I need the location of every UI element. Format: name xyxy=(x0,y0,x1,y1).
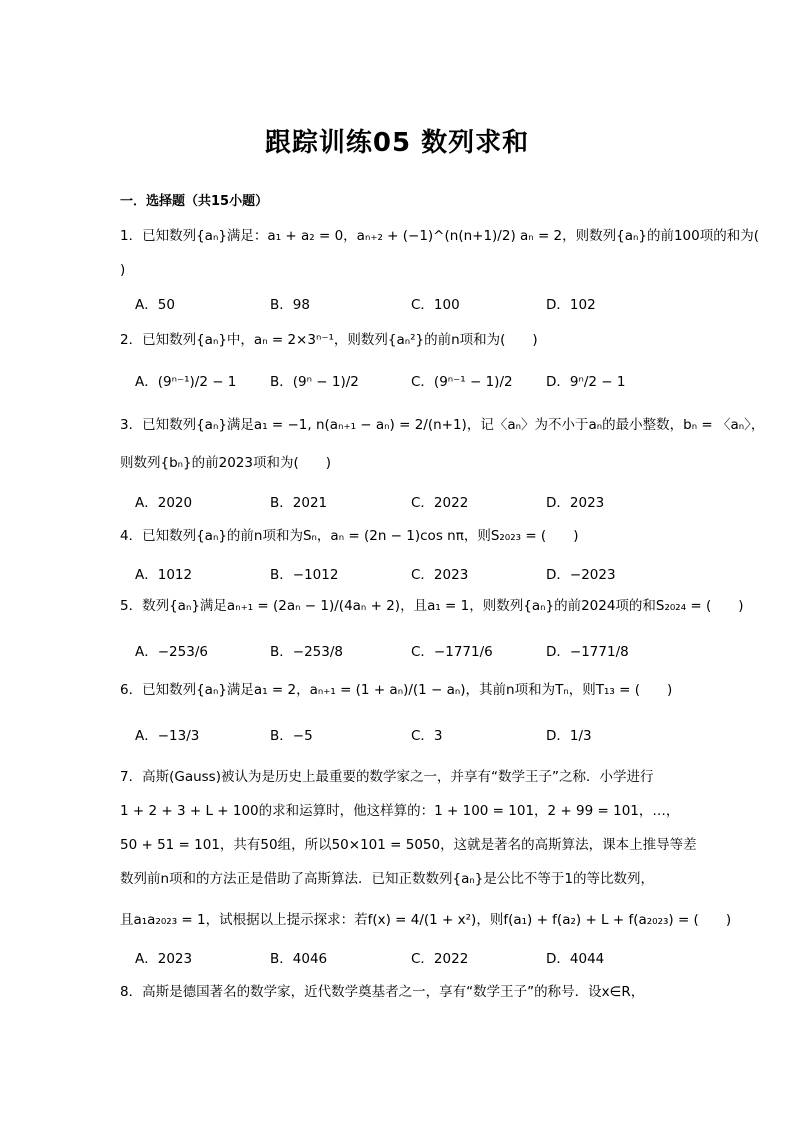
question-6-text: 6．已知数列{aₙ}满足a₁ = 2，aₙ₊₁ = (1 + aₙ)/(1 − aₙ)，其前n项和为Tₙ，则T₁₃ = ( ) xyxy=(120,682,673,698)
option-c[interactable]: C．2022 xyxy=(411,951,469,967)
option-a[interactable]: A．2023 xyxy=(135,951,193,967)
question-1-options xyxy=(135,293,695,317)
option-d[interactable]: D．102 xyxy=(546,297,596,313)
option-c[interactable]: C．2023 xyxy=(411,567,469,583)
option-d[interactable]: D．4044 xyxy=(546,951,605,967)
question-7-line-5: 且a₁a₂₀₂₃ = 1，试根据以上提示探求：若f(x) = 4/(1 + x²)，则f(a₁) + f(a₂) + L + f(a₂₀₂₃) = ( ) xyxy=(120,912,732,928)
question-2-text: 2．已知数列{aₙ}中，aₙ = 2×3ⁿ⁻¹，则数列{aₙ²}的前n项和为( ) xyxy=(120,332,538,348)
option-a[interactable]: A．1012 xyxy=(135,567,193,583)
option-c[interactable]: C．2022 xyxy=(411,495,469,511)
option-c[interactable]: C．100 xyxy=(411,297,460,313)
question-5-text: 5．数列{aₙ}满足aₙ₊₁ = (2aₙ − 1)/(4aₙ + 2)，且a₁ = 1，则数列{aₙ}的前2024项的和S₂₀₂₄ = ( ) xyxy=(120,598,744,614)
option-b[interactable]: B．2021 xyxy=(270,495,328,511)
option-a[interactable]: A．(9ⁿ⁻¹)/2 − 1 xyxy=(135,374,237,390)
option-c[interactable]: C．3 xyxy=(411,728,443,744)
question-7-line-3: 50 + 51 = 101，共有50组，所以50×101 = 5050，这就是著名的高斯算法，课本上推导等差 xyxy=(120,837,697,853)
question-7-options xyxy=(135,947,695,971)
question-7-line-2: 1 + 2 + 3 + L + 100的求和运算时，他这样算的：1 + 100 = 101，2 + 99 = 101，…， xyxy=(120,803,680,819)
option-d[interactable]: D．1/3 xyxy=(546,728,592,744)
question-1-close: ) xyxy=(120,262,126,278)
option-a[interactable]: A．−13/3 xyxy=(135,728,200,744)
option-b[interactable]: B．4046 xyxy=(270,951,328,967)
question-8-text: 8．高斯是德国著名的数学家，近代数学奠基者之一，享有“数学王子”的称号．设x∈R， xyxy=(120,984,645,1000)
option-b[interactable]: B．−253/8 xyxy=(270,644,343,660)
question-4-options xyxy=(135,563,695,587)
question-7-line-1: 7．高斯(Gauss)被认为是历史上最重要的数学家之一，并享有“数学王子”之称．小学进行 xyxy=(120,769,654,785)
question-3-options xyxy=(135,491,695,515)
option-b[interactable]: B．98 xyxy=(270,297,310,313)
option-c[interactable]: C．−1771/6 xyxy=(411,644,493,660)
question-3-text-2: 则数列{bₙ}的前2023项和为( ) xyxy=(120,455,332,471)
question-6-options xyxy=(135,724,695,748)
option-b[interactable]: B．−1012 xyxy=(270,567,339,583)
question-7-line-4: 数列前n项和的方法正是借助了高斯算法．已知正数数列{aₙ}是公比不等于1的等比数列， xyxy=(120,871,654,887)
option-a[interactable]: A．50 xyxy=(135,297,175,313)
option-d[interactable]: D．2023 xyxy=(546,495,605,511)
section-heading: 一．选择题（共15小题） xyxy=(120,194,269,209)
question-3-text: 3．已知数列{aₙ}满足a₁ = −1, n(aₙ₊₁ − aₙ) = 2/(n+1)，记〈aₙ〉为不小于aₙ的最小整数，bₙ = 〈aₙ〉， xyxy=(120,417,765,433)
question-1-text: 1．已知数列{aₙ}满足：a₁ + a₂ = 0，aₙ₊₂ + (−1)^(n(n+1)/2) aₙ = 2，则数列{aₙ}的前100项的和为( xyxy=(120,228,760,244)
option-d[interactable]: D．−2023 xyxy=(546,567,616,583)
page-title: 跟踪训练05 数列求和 xyxy=(264,128,530,158)
question-2-options xyxy=(135,370,695,394)
option-b[interactable]: B．(9ⁿ − 1)/2 xyxy=(270,374,359,390)
question-5-options xyxy=(135,640,695,664)
option-d[interactable]: D．−1771/8 xyxy=(546,644,629,660)
option-a[interactable]: A．−253/6 xyxy=(135,644,208,660)
option-c[interactable]: C．(9ⁿ⁻¹ − 1)/2 xyxy=(411,374,513,390)
question-4-text: 4．已知数列{aₙ}的前n项和为Sₙ，aₙ = (2n − 1)cos nπ，则S₂₀₂₃ = ( ) xyxy=(120,528,579,544)
option-b[interactable]: B．−5 xyxy=(270,728,313,744)
option-a[interactable]: A．2020 xyxy=(135,495,193,511)
option-d[interactable]: D．9ⁿ/2 − 1 xyxy=(546,374,626,390)
